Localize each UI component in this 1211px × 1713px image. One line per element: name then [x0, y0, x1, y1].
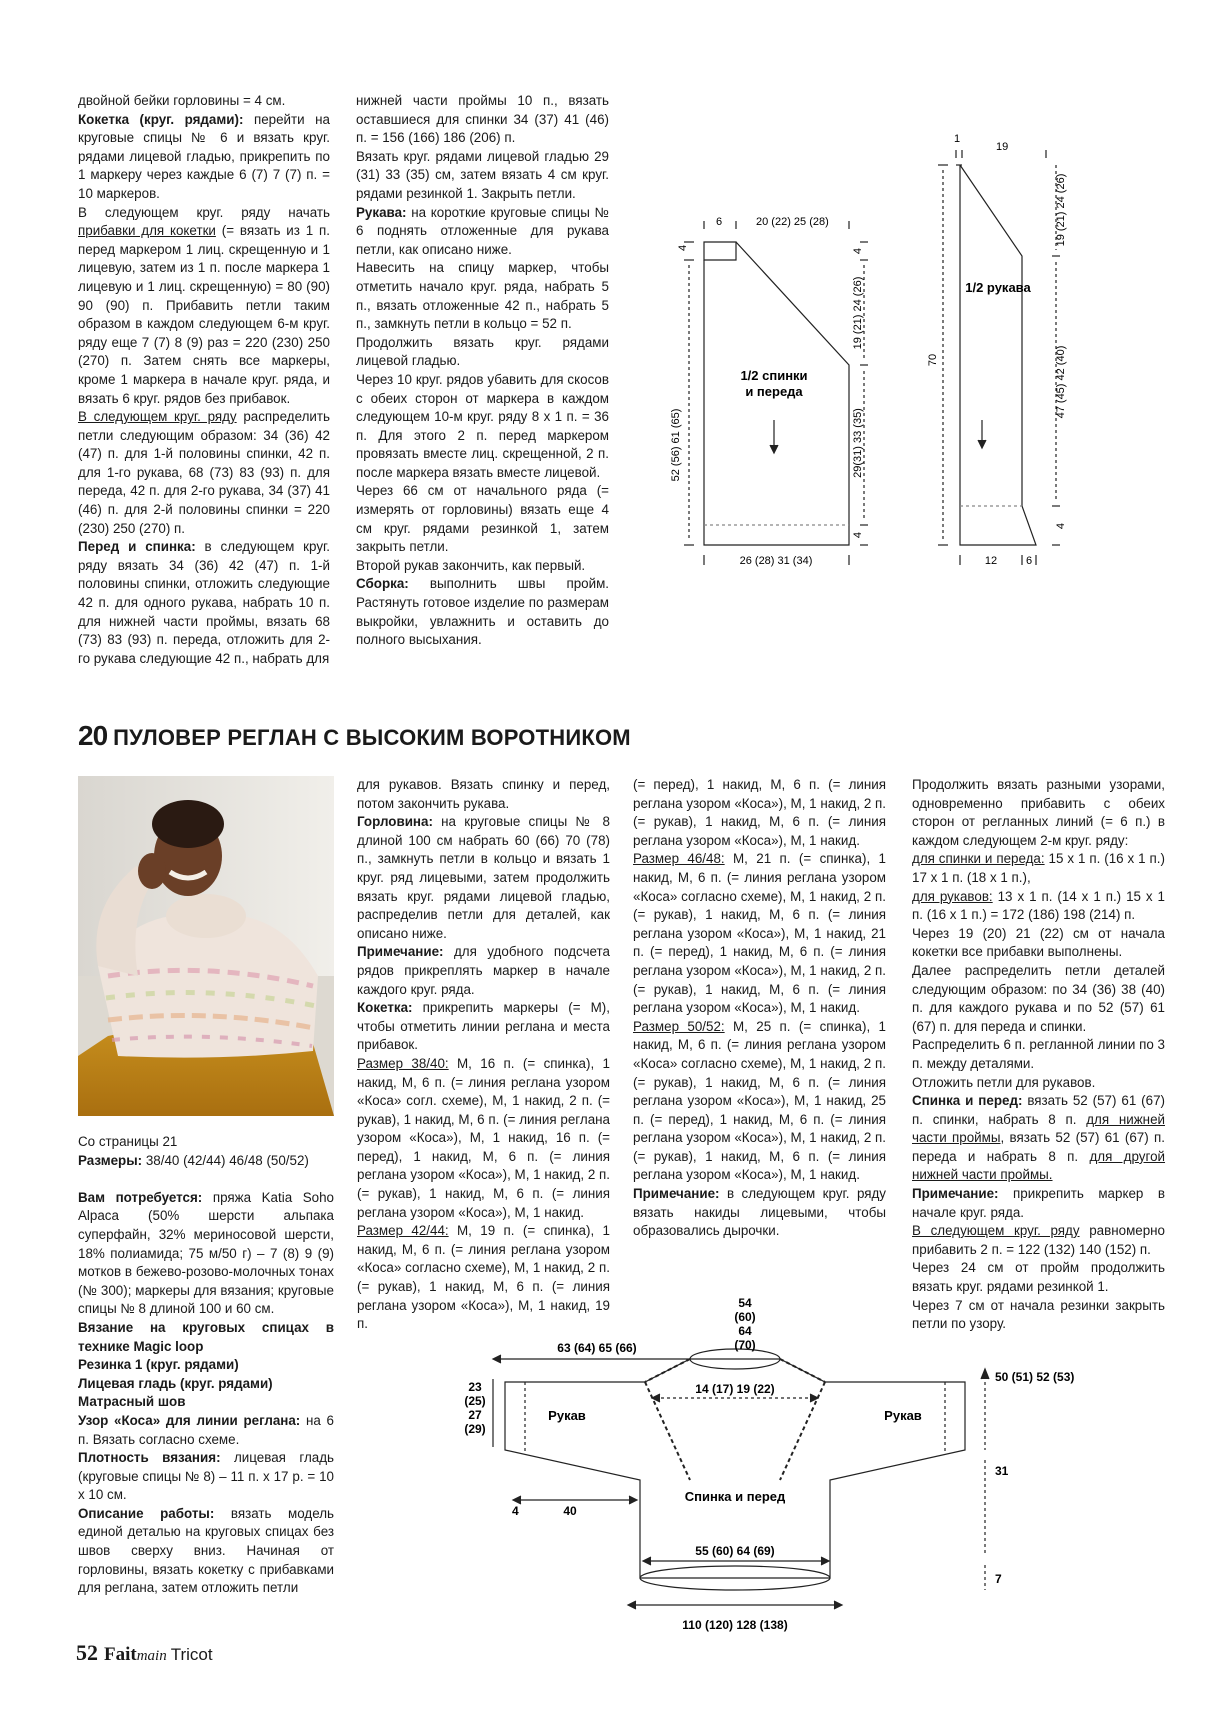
paragraph: В следующем круг. ряду равномерно прибавить 2 п. = 122 (132) 140 (152) п.	[912, 1223, 1166, 1257]
paragraph: Плотность вязания: лицевая гладь (круговые спицы № 8) – 11 п. x 17 р. = 10 x 10 см.	[78, 1450, 334, 1503]
pattern-m-neck-1: 54	[738, 1296, 752, 1310]
paragraph: Через 66 см от начального ряда (= измерять от горловины) вязать еще 4 см круг. рядами резинкой 1, затем закрыть петли.	[356, 483, 609, 555]
paragraph: Примечание: в следующем круг. ряду вязать накиды лицевыми, чтобы образовались дырочки.	[633, 1186, 886, 1239]
paragraph: нижней части проймы 10 п., вязать оставшиеся для спинки 34 (37) 41 (46) п. = 156 (166) 186 (206) п.	[356, 93, 609, 146]
pattern-m-cuff-3: 27	[468, 1408, 482, 1422]
paragraph: Продолжить вязать разными узорами, одновременно прибавить с обеих сторон от регланных линий (= 6 п.) в каждом следующем 2-м круг. ряду:	[912, 777, 1165, 848]
section-number: 20	[78, 720, 108, 751]
paragraph: Распределить 6 п. регланной линии по 3 п. между деталями.	[912, 1037, 1165, 1071]
paragraph: Со страницы 21	[78, 1134, 178, 1149]
paragraph: Кокетка: прикрепить маркеры (= M), чтобы отметить линии реглана и места прибавок.	[357, 1000, 610, 1053]
sleeve-m-12: 12	[984, 555, 998, 567]
page-number: 52	[76, 1640, 98, 1665]
paragraph: Резинка 1 (круг. рядами)	[78, 1357, 239, 1373]
pattern-m-cuff-4: (29)	[464, 1422, 486, 1436]
sleeve-m-4: 4	[1055, 522, 1067, 530]
pattern-m-cuff-1: 23	[468, 1380, 482, 1394]
paragraph: Вам потребуется: пряжа Katia Soho Alpaca (50% шерсти альпака суперфайн, 32% мериносовой шерсти, 18% полиамида; 75 м/50 г) – 7 (8) 9 (9) мотков в бежево-розово-молочных тонах (№ 300); маркеры для вязания; круговые спицы № 8 длиной 100 и 60 см.	[78, 1189, 334, 1317]
pattern-m-neck-3: 64	[738, 1324, 752, 1338]
pattern-m-4: 4	[512, 1504, 519, 1518]
pattern-sleeve-right: Рукав	[884, 1408, 922, 1423]
body-m-top: 20 (22) 25 (28)	[756, 216, 829, 228]
paragraph: Размер 38/40: M, 16 п. (= спинка), 1 накид, M, 6 п. (= линия реглана узором «Коса» согл. схеме), M, 1 накид, 2 п. (= рукав), 1 накид, M, 6 п. (= линия реглана узором «Коса»), M, 1 накид, 16 п. (= перед), 1 накид, M, 6 п. (= линия реглана узором «Коса»), M, 1 накид, 2 п. (= рукав), 1 накид, M, 6 п. (= линия реглана узором «Коса»), M, 1 накид.	[357, 1055, 610, 1220]
sleeve-schematic	[918, 120, 1078, 580]
section-heading	[78, 720, 698, 754]
paragraph: Размер 42/44: M, 19 п. (= спинка), 1 накид, M, 6 п. (= линия реглана узором «Коса» согласно схеме), M, 1 накид, 2 п. (= рукав), 1 накид, M, 6 п. (= линия реглана узором «Коса»), M, 1 накид, 19 п.	[357, 1223, 610, 1332]
paragraph: Кокетка (круг. рядами): перейти на круговые спицы № 6 и вязать круг. рядами лицевой гладью, прикрепить по 1 маркеру через каждые 6 (7) 7 (7) п. = 10 маркеров.	[78, 111, 330, 201]
paragraph: Через 10 круг. рядов убавить для скосов с обеих сторон от маркера в каждом следующем 10-м круг. ряду 8 x 1 п. = 36 п. Для этого 2 п. перед маркером провязать вместе лиц. скрещенной, 2 п. после маркера вязать вместе лицевой.	[356, 371, 609, 480]
paragraph: для рукавов. Вязать спинку и перед, потом закончить рукава.	[357, 777, 610, 811]
paragraph: Примечание: прикрепить маркер в начале круг. ряда.	[912, 1186, 1165, 1220]
page-footer	[76, 1640, 213, 1666]
paragraph: Размеры: 38/40 (42/44) 46/48 (50/52)	[78, 1152, 309, 1168]
paragraph: Навесить на спицу маркер, чтобы отметить начало круг. ряда, набрать 5 п., вязать отложенные 42 п., набрать 5 п., замкнуть петли в кольцо = 52 п.	[356, 260, 609, 332]
left-text-column	[78, 1133, 334, 1598]
paragraph: Вязать круг. рядами лицевой гладью 29 (31) 33 (35) см, затем вязать 4 см круг. рядами резинкой 1. Закрыть петли.	[356, 148, 609, 201]
paragraph: Перед и спинка: в следующем круг. ряду вязать 34 (36) 42 (47) п. 1-й половины спинки, отложить следующие 42 п. для одного рукава, набрать 10 п. для нижней части проймы, вязать 68 (73) 83 (93) п. переда, отложить для 2-го рукава следующие 42 п., набрать для	[78, 539, 330, 666]
text-column-d	[912, 776, 1165, 1334]
pattern-body: Спинка и перед	[684, 1489, 786, 1504]
body-m-left: 52 (56) 61 (65)	[670, 408, 682, 482]
body-m-bottom: 26 (28) 31 (34)	[739, 555, 813, 567]
paragraph: Далее распределить петли деталей следующим образом: по 34 (36) 38 (40) п. для каждого рукава и по 52 (57) 61 (67) п. для переда и спинки.	[912, 962, 1165, 1034]
paragraph: Через 19 (20) 21 (22) см от начала кокетки все прибавки выполнены.	[912, 925, 1165, 960]
paragraph: Через 24 см от пройм продолжить вязать круг. рядами резинкой 1.	[912, 1260, 1165, 1295]
paragraph: Размер 46/48: M, 21 п. (= спинка), 1 накид, M, 6 п. (= линия реглана узором «Коса» согласно схеме), M, 1 накид, 2 п. (= рукав), 1 накид, M, 6 п. (= линия реглана узором «Коса»), M, 1 накид, 21 п. (= перед), 1 накид, M, 6 п. (= линия реглана узором «Коса»), M, 1 накид, 2 п. (= рукав), 1 накид, M, 6 п. (= линия реглана узором «Коса»), M, 1 накид.	[633, 851, 886, 1016]
paragraph: Узор «Коса» для линии реглана: на 6 п. Вязать согласно схеме.	[78, 1412, 334, 1447]
pattern-m-sleeve-len: 63 (64) 65 (66)	[557, 1341, 637, 1355]
body-m-4-right-top: 4	[852, 247, 864, 255]
sleeve-label: 1/2 рукава	[965, 280, 1031, 295]
sleeve-m-1: 1	[954, 133, 961, 145]
sleeve-outline	[960, 165, 1036, 545]
body-m-6: 6	[716, 216, 723, 228]
paragraph: (= перед), 1 накид, M, 6 п. (= линия реглана узором «Коса»), M, 1 накид, 2 п. (= рукав), 1 накид, M, 6 п. (= линия реглана узором «Коса»), M, 1 накид.	[633, 777, 886, 848]
paragraph: Спинка и перед: вязать 52 (57) 61 (67) п. спинки, набрать 8 п. для нижней части проймы, вязать 52 (57) 61 (67) п. переда и набрать 8 п. для другой нижней части проймы.	[912, 1093, 1166, 1183]
model-photo	[78, 776, 334, 1116]
paragraph: Сборка: выполнить швы пройм. Растянуть готовое изделие по размерам выкройки, увлажнить и оставить до полного высыхания.	[356, 576, 609, 648]
paragraph: Размер 50/52: M, 25 п. (= спинка), 1 накид, M, 6 п. (= линия реглана узором «Коса» согласно схеме), M, 1 накид, 2 п. (= рукав), 1 накид, M, 6 п. (= линия реглана узором «Коса»), M, 1 накид, 25 п. (= перед), 1 накид, M, 6 п. (= линия реглана узором «Коса»), M, 1 накид, 2 п. (= рукав), 1 накид, M, 6 п. (= линия реглана узором «Коса»), M, 1 накид.	[633, 1018, 886, 1183]
sleeve-m-r-upper: 19 (21) 24 (26)	[1055, 173, 1067, 247]
paragraph: для спинки и переда: 15 x 1 п. (16 x 1 п.) 17 x 1 п. (18 x 1 п.),	[912, 851, 1165, 885]
paragraph: Продолжить вязать круг. рядами лицевой гладью.	[356, 334, 609, 369]
paragraph: Вязание на круговых спицах в технике Magic loop	[78, 1319, 334, 1354]
paragraph: Описание работы: вязать модель единой деталью на круговых спицах без швов сверху вниз. Начиная от горловины, вязать кокетку с прибавками для реглана, затем отложить петли	[78, 1505, 334, 1596]
paragraph	[78, 1170, 334, 1189]
paragraph: Примечание: для удобного подсчета рядов прикреплять маркер в начале каждого круг. ряда.	[357, 944, 610, 997]
paragraph: В следующем круг. ряду начать прибавки для кокетки (= вязать из 1 п. перед маркером 1 лиц. скрещенную и 1 лицевую, затем из 1 п. после маркера 1 лицевую и 1 лиц. скрещенную) = 80 (90) 90 (90) п. Прибавить петли таким образом в каждом следующем 6-м круг. ряду еще 7 (7) 8 (9) раз = 220 (230) 250 (270) п. Затем снять все маркеры, кроме 1 маркера в начале круг. ряда, и вязать 6 круг. рядов без прибавок.	[78, 204, 330, 406]
pattern-m-7: 7	[995, 1572, 1002, 1586]
paragraph: Матрасный шов	[78, 1394, 186, 1410]
pattern-sleeve-left: Рукав	[548, 1408, 586, 1423]
sleeve-m-6: 6	[1025, 555, 1033, 567]
paragraph: двойной бейки горловины = 4 см.	[78, 93, 286, 108]
pattern-m-right-top: 50 (51) 52 (53)	[995, 1370, 1075, 1384]
body-schematic	[664, 205, 874, 580]
sleeve-m-19: 19	[996, 141, 1009, 153]
pattern-m-width: 55 (60) 64 (69)	[695, 1544, 775, 1558]
body-m-right-upper: 19 (21) 24 (26)	[852, 276, 864, 350]
top-text-column-1	[78, 92, 330, 668]
top-text-column-2	[356, 92, 609, 650]
pattern-m-40: 40	[563, 1504, 577, 1518]
body-m-4-left: 4	[677, 244, 689, 251]
paragraph: В следующем круг. ряду распределить петли следующим образом: 34 (36) 42 (47) п. для 1-й половины спинки, 42 п. для 1-го рукава, 68 (73) 83 (93) п. для переда, 42 п. для 2-го рукава, 34 (37) 41 (46) п. для 2-й половины спинки = 220 (230) 250 (270) п.	[78, 409, 330, 536]
paragraph: Горловина: на круговые спицы № 8 длиной 100 см набрать 60 (66) 70 (78) п., замкнуть петли в кольцо и вязать 1 круг. ряд лицевыми, затем продолжить вязать круг. рядами лицевой гладью, распределив петли для деталей, как описано ниже.	[357, 814, 610, 941]
paragraph: Второй рукав закончить, как первый.	[356, 557, 586, 573]
body-m-right-lower: 29(31) 33 (35)	[852, 408, 864, 478]
pattern-m-bottom: 110 (120) 128 (138)	[682, 1618, 788, 1632]
sleeve-m-r-lower: 47 (45) 42 (40)	[1055, 345, 1067, 419]
paragraph: Через 7 см от начала резинки закрыть петли по узору.	[912, 1297, 1165, 1332]
body-m-4-right-bottom: 4	[852, 531, 864, 539]
pattern-m-31: 31	[995, 1464, 1009, 1478]
paragraph: Отложить петли для рукавов.	[912, 1074, 1096, 1090]
pattern-m-neck-2: (60)	[734, 1310, 756, 1324]
paragraph: Рукава: на короткие круговые спицы № 6 поднять отложенные для рукава петли, как описано ниже.	[356, 204, 609, 257]
body-label-line1: 1/2 спинки и переда	[740, 368, 808, 399]
brand-logo: Faitmain	[104, 1644, 167, 1665]
pattern-m-yoke: 14 (17) 19 (22)	[695, 1382, 775, 1396]
pattern-m-cuff-2: (25)	[464, 1394, 486, 1408]
sleeve-m-70: 70	[927, 353, 939, 367]
brand-tricot: Tricot	[170, 1645, 213, 1664]
paragraph: для рукавов: 13 x 1 п. (14 x 1 п.) 15 x 1 п. (16 x 1 п.) = 172 (186) 198 (214) п.	[912, 888, 1166, 923]
section-title: ПУЛОВЕР РЕГЛАН С ВЫСОКИМ ВОРОТНИКОМ	[113, 725, 631, 750]
pattern-m-neck-4: (70)	[734, 1338, 756, 1352]
text-column-c	[633, 776, 886, 1241]
text-column-b	[357, 776, 610, 1334]
paragraph: Лицевая гладь (круг. рядами)	[78, 1375, 273, 1391]
